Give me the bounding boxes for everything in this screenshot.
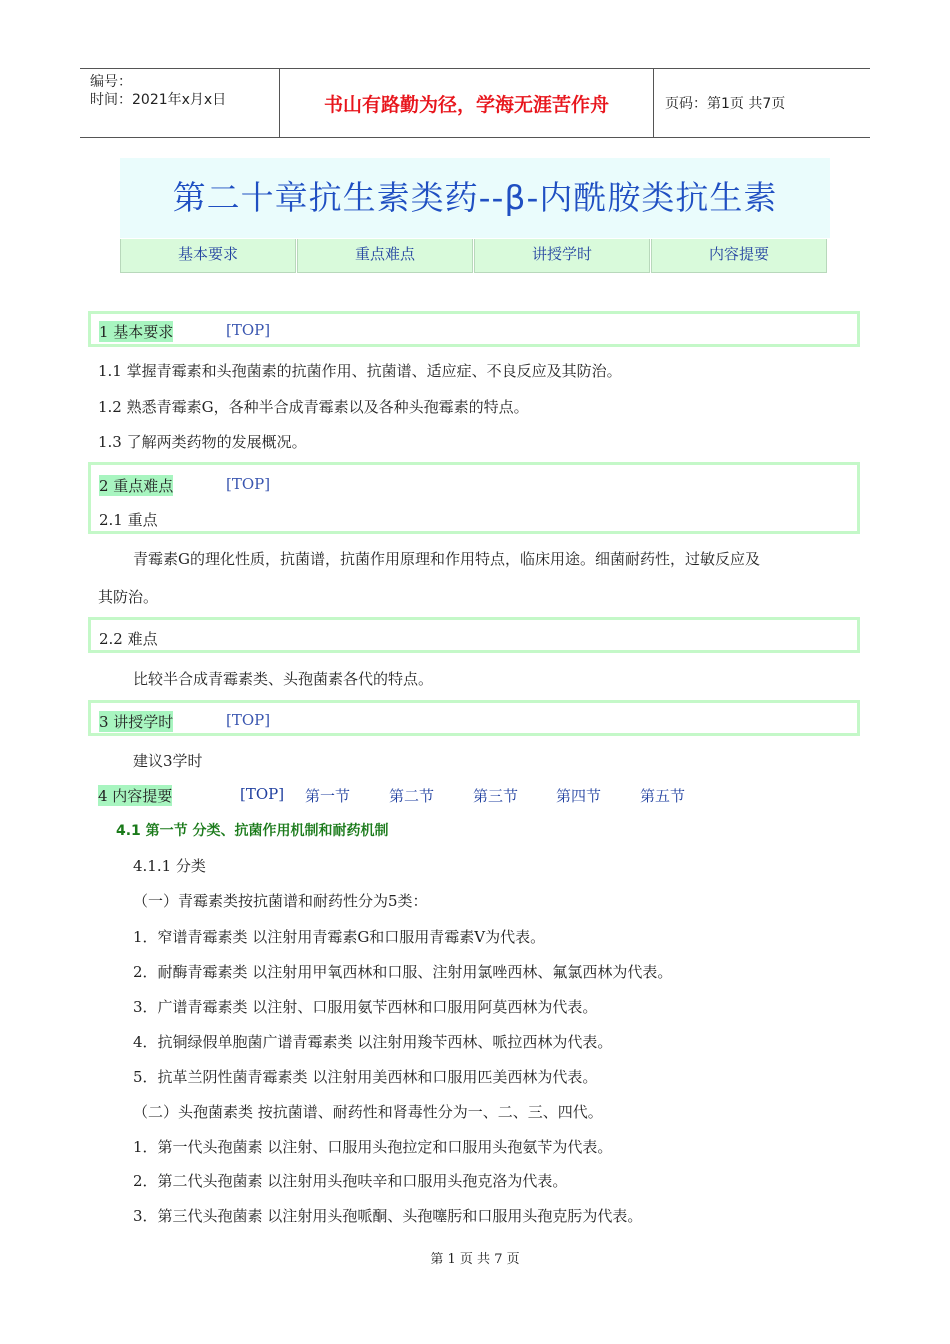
nav-basic-requirements[interactable]: 基本要求: [120, 239, 296, 273]
time-label: 时间：2021年x月x日: [90, 92, 227, 108]
s2-2-heading: 2.2 难点: [99, 630, 158, 648]
content-line-5: 4．抗铜绿假单胞菌广谱青霉素类 以注射用羧苄西林、哌拉西林为代表。: [133, 1033, 613, 1051]
s1-item-2: 1.2 熟悉青霉素G，各种半合成青霉素以及各种头孢霉素的特点。: [98, 398, 529, 416]
nav-row: [120, 239, 828, 273]
s3-text: 建议3学时: [133, 752, 203, 770]
section-4-title: 4 内容提要: [98, 787, 173, 805]
link-section-5[interactable]: 第五节: [640, 787, 686, 805]
s2-1-text-line2: 其防治。: [98, 588, 159, 606]
section-1-box: [88, 311, 860, 347]
page-title: 第二十章抗生素类药--β-内酰胺类抗生素: [172, 178, 778, 217]
content-line-9: 2．第二代头孢菌素 以注射用头孢呋辛和口服用头孢克洛为代表。: [133, 1172, 568, 1190]
link-section-3[interactable]: 第三节: [473, 787, 519, 805]
link-section-4[interactable]: 第四节: [556, 787, 602, 805]
header-meta-cell: [80, 69, 280, 137]
s2-1-text-line1: 青霉素G的理化性质，抗菌谱，抗菌作用原理和作用特点，临床用途。细菌耐药性，过敏反应及: [133, 550, 760, 568]
header-motto: 书山有路勤为径，学海无涯苦作舟: [280, 69, 654, 137]
section-2-top-link[interactable]: [TOP]: [226, 475, 271, 493]
section-4-top-link[interactable]: [TOP]: [240, 785, 285, 803]
link-section-2[interactable]: 第二节: [389, 787, 435, 805]
s4-1-heading: 4.1 第一节 分类、抗菌作用机制和耐药机制: [116, 823, 389, 839]
s1-item-3: 1.3 了解两类药物的发展概况。: [98, 433, 307, 451]
content-line-8: 1．第一代头孢菌素 以注射、口服用头孢拉定和口服用头孢氨苄为代表。: [133, 1138, 613, 1156]
section-3-title: 3 讲授学时: [99, 713, 174, 731]
content-line-1: （一）青霉素类按抗菌谱和耐药性分为5类：: [133, 892, 428, 910]
header-page-info: 页码：第1页 共7页: [665, 96, 786, 112]
content-line-3: 2．耐酶青霉素类 以注射用甲氧西林和口服、注射用氯唑西林、氟氯西林为代表。: [133, 963, 673, 981]
nav-key-points[interactable]: 重点难点: [297, 239, 473, 273]
section-1-title: 1 基本要求: [99, 323, 174, 341]
s4-1-1-heading: 4.1.1 分类: [133, 857, 206, 875]
page-footer: 第 1 页 共 7 页: [430, 1252, 520, 1267]
section-2-box: [88, 462, 860, 534]
s2-2-text: 比较半合成青霉素类、头孢菌素各代的特点。: [133, 670, 434, 688]
nav-content-summary[interactable]: 内容提要: [651, 239, 827, 273]
section-3-box: [88, 700, 860, 736]
number-label: 编号：: [90, 74, 132, 90]
section-3-top-link[interactable]: [TOP]: [226, 711, 271, 729]
content-line-7: （二）头孢菌素类 按抗菌谱、耐药性和肾毒性分为一、二、三、四代。: [133, 1103, 603, 1121]
document-header: [80, 68, 870, 138]
content-line-4: 3．广谱青霉素类 以注射、口服用氨苄西林和口服用阿莫西林为代表。: [133, 998, 598, 1016]
section-2-title: 2 重点难点: [99, 477, 174, 495]
content-line-2: 1．窄谱青霉素类 以注射用青霉素G和口服用青霉素V为代表。: [133, 928, 546, 946]
content-line-10: 3．第三代头孢菌素 以注射用头孢哌酮、头孢噻肟和口服用头孢克肟为代表。: [133, 1207, 643, 1225]
section-2-2-box: [88, 617, 860, 653]
nav-teaching-hours[interactable]: 讲授学时: [474, 239, 650, 273]
s2-1-heading: 2.1 重点: [99, 511, 158, 529]
s1-item-1: 1.1 掌握青霉素和头孢菌素的抗菌作用、抗菌谱、适应症、不良反应及其防治。: [98, 362, 622, 380]
section-1-top-link[interactable]: [TOP]: [226, 321, 271, 339]
link-section-1[interactable]: 第一节: [305, 787, 351, 805]
content-line-6: 5．抗革兰阴性菌青霉素类 以注射用美西林和口服用匹美西林为代表。: [133, 1068, 598, 1086]
